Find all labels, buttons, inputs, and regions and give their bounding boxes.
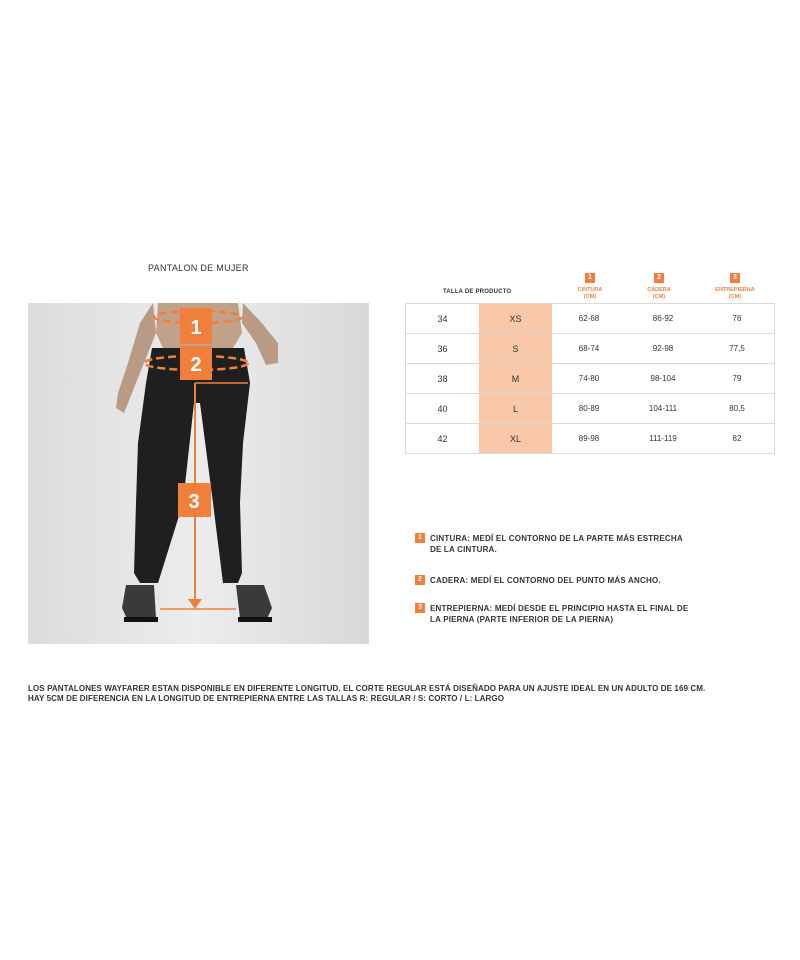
column-label: CADERA (CM) — [647, 287, 671, 300]
table-row — [405, 424, 775, 454]
size-cell: 40 — [437, 403, 448, 414]
size-table — [405, 303, 775, 454]
table-row — [405, 364, 775, 394]
note-entrepierna — [415, 603, 688, 625]
entrepierna-cell: 80,5 — [729, 404, 745, 413]
entrepierna-cell: 79 — [732, 374, 742, 383]
marker-2-label: 2 — [190, 354, 202, 376]
note-number-badge: 3 — [415, 603, 425, 613]
talla-cell: L — [479, 394, 552, 423]
column-label: ENTREPIERNA (CM) — [715, 287, 755, 300]
entrepierna-cell: 77,5 — [729, 344, 745, 353]
table-main-header: TALLA DE PRODUCTO — [443, 289, 512, 295]
column-label: CINTURA (CM) — [577, 287, 603, 300]
talla-cell: M — [479, 364, 552, 393]
note-text: ENTREPIERNA: MEDÍ DESDE EL PRINCIPIO HASTA EL FINAL DE LA PIERNA (PARTE INFERIOR DE LA PIERNA) — [430, 604, 689, 624]
note-number-badge: 2 — [415, 575, 425, 585]
column-header-cintura — [560, 266, 620, 301]
page-title: PANTALON DE MUJER — [148, 263, 249, 273]
cadera-cell: 98-104 — [650, 374, 676, 383]
entrepierna-cell: 82 — [732, 434, 742, 443]
model-photo — [28, 303, 369, 644]
table-row — [405, 394, 775, 424]
size-cell: 36 — [437, 343, 448, 354]
table-row — [405, 334, 775, 364]
size-cell: 38 — [437, 373, 448, 384]
footer-line: LOS PANTALONES WAYFARER ESTAN DISPONIBLE EN DIFERENTE LONGITUD. EL CORTE REGULAR ESTÁ DISEÑADO PARA UN AJUSTE IDEAL EN UN ADULTO DE 169 CM. — [28, 684, 706, 693]
column-number-badge: 3 — [730, 273, 740, 283]
note-text: CINTURA: MEDÍ EL CONTORNO DE LA PARTE MÁS ESTRECHA DE LA CINTURA. — [430, 534, 683, 554]
size-cell: 34 — [437, 313, 448, 324]
note-cadera — [415, 575, 661, 586]
note-text: CADERA: MEDÍ EL CONTORNO DEL PUNTO MÁS ANCHO. — [430, 576, 661, 585]
note-number-badge: 1 — [415, 533, 425, 543]
talla-cell: XS — [479, 304, 552, 333]
leggings-figure-illustration — [28, 303, 369, 644]
note-cintura — [415, 533, 683, 555]
footer-note — [28, 684, 778, 704]
cintura-cell: 62-68 — [578, 314, 600, 323]
footer-line: HAY 5CM DE DIFERENCIA EN LA LONGITUD DE ENTREPIERNA ENTRE LAS TALLAS R: REGULAR / S: CORTO / L: LARGO — [28, 694, 505, 703]
cintura-cell: 80-89 — [578, 404, 600, 413]
cadera-cell: 104-111 — [648, 404, 678, 413]
marker-3-label: 3 — [188, 491, 200, 513]
marker-1-label: 1 — [190, 317, 202, 339]
size-cell: 42 — [437, 433, 448, 444]
entrepierna-cell: 76 — [732, 314, 742, 323]
column-header-cadera — [629, 266, 689, 301]
table-row — [405, 304, 775, 334]
talla-cell: S — [479, 334, 552, 363]
column-header-entrepierna — [705, 266, 765, 301]
column-number-badge: 2 — [654, 273, 664, 283]
cintura-cell: 68-74 — [578, 344, 600, 353]
cadera-cell: 86-92 — [652, 314, 674, 323]
cadera-cell: 111-119 — [649, 434, 677, 443]
cintura-cell: 89-98 — [578, 434, 600, 443]
cadera-cell: 92-98 — [652, 344, 674, 353]
column-number-badge: 1 — [585, 273, 595, 283]
talla-cell: XL — [479, 424, 552, 453]
cintura-cell: 74-80 — [578, 374, 600, 383]
